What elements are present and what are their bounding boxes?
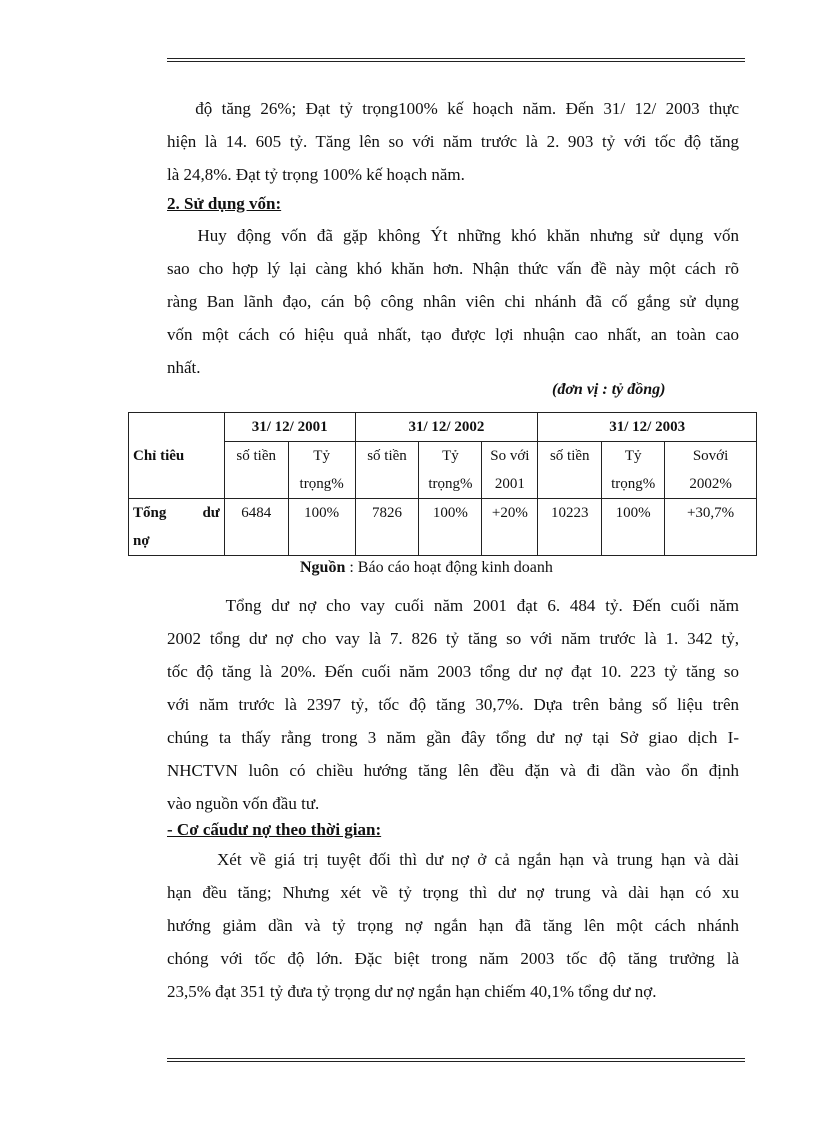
section-heading-capital-use: 2. Sử dụng vốn: [167,194,282,213]
header-rule [167,58,745,62]
paragraph-line: vào nguồn vốn đầu tư. [167,794,320,813]
table-subheader: số tiền [355,442,419,499]
table-subheader: số tiền [538,442,602,499]
paragraph-capital-use [167,219,739,384]
table-cell: +20% [482,499,538,556]
table-subheader: Tỷ trọng% [288,442,355,499]
table-cell: 100% [602,499,665,556]
table-header-year: 31/ 12/ 2001 [224,413,355,442]
table-cell: 7826 [355,499,419,556]
unit-note: (đơn vị : tỷ đồng) [552,381,666,398]
paragraph-line: hướng giảm dần và tỷ trọng nợ ngắn hạn đã tăng lên một cách nhánh [167,916,739,935]
table-cell: 100% [288,499,355,556]
paragraph-line: chóng với tốc độ lớn. Đặc biệt trong năm 2003 tốc độ tăng trưởng là [167,949,739,968]
paragraph-deposit-growth [167,92,739,191]
paragraph-line: NHCTVN luôn có chiều hướng tăng lên đều đặn và đi dần vào ổn định [167,761,739,780]
paragraph-line: là 24,8%. Đạt tỷ trọng 100% kế hoạch năm. [167,165,465,184]
table-cell: 6484 [224,499,288,556]
table-header-year: 31/ 12/ 2003 [538,413,757,442]
table-cell: +30,7% [665,499,757,556]
table-header-indicator: Chỉ tiêu [129,413,225,499]
table-cell: 100% [419,499,482,556]
paragraph-line: ràng Ban lãnh đạo, cán bộ công nhân viên chi nhánh đã cố gắng sử dụng [167,292,739,311]
paragraph-line: chúng ta thấy rằng trong 3 năm gần đây tổng dư nợ tại Sở giao dịch I- [167,728,739,747]
paragraph-line: 23,5% đạt 351 tỷ đưa tỷ trọng dư nợ ngắn hạn chiếm 40,1% tổng dư nợ. [167,982,657,1001]
table-row-label: Tổng dư nợ [129,499,225,556]
paragraph-debt-structure [167,843,739,1008]
section-heading-debt-structure: - Cơ cấudư nợ theo thời gian: [167,820,382,839]
table-subheader: Sovới 2002% [665,442,757,499]
table-subheader: Tỷ trọng% [419,442,482,499]
table-cell: 10223 [538,499,602,556]
paragraph-line: hiện là 14. 605 tỷ. Tăng lên so với năm trước là 2. 903 tỷ với tốc độ tăng [167,132,739,151]
table-header-year: 31/ 12/ 2002 [355,413,538,442]
paragraph-line: Huy động vốn đã gặp không Ýt những khó khăn nhưng sử dụng vốn [167,226,739,245]
paragraph-line: tốc độ tăng là 20%. Đến cuối năm 2003 tổng dư nợ đạt 10. 223 tỷ tăng so [167,662,739,681]
paragraph-line: nhất. [167,358,201,377]
paragraph-line: Xét về giá trị tuyệt đối thì dư nợ ở cả ngắn hạn và trung hạn và dài [167,850,739,869]
paragraph-line: hạn đều tăng; Nhưng xét về tỷ trọng thì dư nợ trung và dài hạn có xu [167,883,739,902]
loan-balance-table [128,412,757,556]
paragraph-line: vốn một cách có hiệu quả nhất, tạo được lợi nhuận cao nhất, an toàn cao [167,325,739,344]
footer-rule [167,1058,745,1062]
paragraph-line: độ tăng 26%; Đạt tỷ trọng100% kế hoạch năm. Đến 31/ 12/ 2003 thực [167,99,739,118]
table-subheader: số tiền [224,442,288,499]
table-source: Nguồn : Báo cáo hoạt động kinh doanh [300,559,553,576]
paragraph-line: 2002 tổng dư nợ cho vay là 7. 826 tỷ tăng so với năm trước là 1. 342 tỷ, [167,629,739,648]
paragraph-line: sao cho hợp lý lại càng khó khăn hơn. Nhận thức vấn đề này một cách rõ [167,259,739,278]
paragraph-line: với năm trước là 2397 tỷ, tốc độ tăng 30,7%. Dựa trên bảng số liệu trên [167,695,739,714]
paragraph-line: Tổng dư nợ cho vay cuối năm 2001 đạt 6. 484 tỷ. Đến cuối năm [167,596,739,615]
table-subheader: Tỷ trọng% [602,442,665,499]
table-subheader: So với 2001 [482,442,538,499]
paragraph-loan-balance [167,589,739,820]
